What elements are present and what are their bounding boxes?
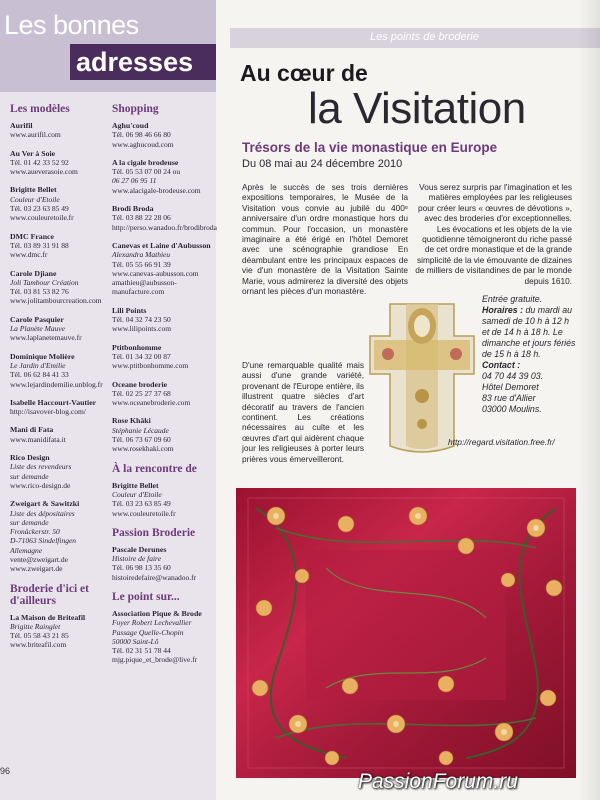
address-entry — [10, 613, 110, 650]
entry-line: Brigitte Rainglet — [10, 621, 61, 631]
entry-line[interactable]: www.couleuretoile.fr — [112, 508, 176, 518]
entry-name: Rico Design — [10, 453, 50, 463]
address-entry — [112, 204, 217, 232]
sidebar-section-heading: Shopping — [112, 103, 159, 115]
article-title: la Visitation — [308, 84, 526, 133]
next-article-strip — [230, 28, 600, 48]
entry-line: Passage Quelle-Chopin — [112, 627, 184, 637]
entry-name: Rose Khâki — [112, 416, 151, 426]
entry-line[interactable]: www.couleuretoile.fr — [10, 213, 74, 223]
entry-line[interactable]: www.rosekhaki.com — [112, 444, 174, 454]
entry-name: A la cigale brodeuse — [112, 157, 179, 167]
entry-line: sur demande — [10, 517, 49, 527]
addresses-sidebar — [0, 0, 216, 800]
entry-line[interactable]: http://perso.wanadoo.fr/brodibroda — [112, 222, 217, 232]
sidebar-section-heading: À la rencontre de — [112, 462, 197, 475]
entry-line: Tél. 03 23 63 85 49 — [10, 204, 69, 214]
entry-line[interactable]: www.lejardindemilie.unblog.fr — [10, 379, 103, 389]
entry-line[interactable]: www.jolitambourcreation.com — [10, 296, 102, 306]
address-entry — [112, 481, 214, 518]
entry-line: Tél. 05 58 43 21 85 — [10, 631, 69, 641]
museum-url[interactable]: http://regard.visitation.free.fr/ — [448, 437, 555, 447]
entry-line[interactable]: mjg.pique_et_brode@live.fr — [112, 655, 198, 665]
entry-line[interactable]: www.alacigale-brodeuse.com — [112, 185, 201, 195]
chasuble-photo — [366, 296, 478, 458]
sidebar-section-heading: Les modèles — [10, 103, 70, 115]
entry-line: La Planète Mauve — [10, 324, 65, 334]
entry-line[interactable]: www.briteafil.com — [10, 640, 67, 650]
embroidered-textile-photo — [236, 488, 576, 778]
watermark: PassionForum.ru — [358, 770, 518, 793]
entry-line[interactable]: amathieu@aubusson-manufacture.com — [112, 278, 177, 297]
practical-info — [482, 294, 578, 415]
entry-line: Allemagne — [10, 545, 43, 555]
entry-line: Couleur d'Etoile — [112, 489, 162, 499]
article-kicker: Au cœur de — [240, 60, 368, 86]
entry-line[interactable]: www.manidifata.it — [10, 434, 66, 444]
address-entry — [112, 545, 214, 582]
entry-line: 06 27 06 95 11 — [112, 176, 157, 186]
entry-line[interactable]: www.ptitbonhomme.com — [112, 361, 189, 371]
address-entry — [10, 425, 110, 444]
entry-line: Liste des revendeurs — [10, 462, 72, 472]
contact-address-1: Hôtel Demoret — [482, 382, 539, 392]
contact-address-3: 03000 Moulins. — [482, 404, 542, 414]
entry-name: Brigitte Bellet — [10, 185, 57, 195]
address-entry — [10, 185, 110, 222]
page-number: 96 — [0, 766, 11, 776]
entry-name: Mani di Fata — [10, 425, 54, 435]
entry-line: Stéphanie Lécaude — [112, 425, 169, 435]
sidebar-header — [0, 0, 216, 92]
entry-name: DMC France — [10, 231, 54, 241]
entry-line: Tél. 06 98 13 35 60 — [112, 563, 171, 573]
entry-line: Tél. 03 23 63 85 49 — [112, 499, 171, 509]
hours-text: du mardi au samedi de 10 h à 12 h et de 14 h à 18 h. Le dimanche et jours fériés de 15 h à 18 h. — [482, 305, 576, 359]
entry-name: Carole Djiane — [10, 268, 57, 278]
entry-line: sur demande — [10, 471, 49, 481]
entry-line: Le Jardin d'Emilie — [10, 360, 66, 370]
entry-line: Tél. 01 34 32 00 87 — [112, 351, 171, 361]
entry-name: Pascale Derunes — [112, 544, 167, 554]
entry-name: Isabelle Haccourt-Vautier — [10, 397, 97, 407]
entry-line[interactable]: www.oceanebroderie.com — [112, 398, 191, 408]
address-entry — [10, 352, 110, 389]
entry-line: Tél. 04 32 74 23 50 — [112, 315, 171, 325]
entry-line[interactable]: histoiredefaire@wanadoo.fr — [112, 572, 197, 582]
article-subtitle: Trésors de la vie monastique en Europe — [242, 140, 498, 155]
entry-line: Tél. 05 53 07 00 24 ou — [112, 167, 181, 177]
entry-line[interactable]: http://isavover-blog.com/ — [10, 407, 86, 417]
address-entry — [10, 453, 110, 490]
address-entry — [10, 315, 110, 343]
entry-line: Tél. 01 42 33 52 92 — [10, 157, 69, 167]
strip-text: Les points de broderie — [370, 31, 479, 43]
entry-line[interactable]: www.lilipoints.com — [112, 324, 172, 334]
address-entry — [112, 343, 214, 371]
entry-line: Histoire de faire — [112, 554, 162, 564]
hours-block — [482, 305, 578, 360]
entry-name: Carole Pasquier — [10, 314, 64, 324]
entry-line: Liste des dépositaires — [10, 508, 75, 518]
sidebar-section-heading: Le point sur... — [112, 590, 180, 603]
entry-line[interactable]: www.laplanetemauve.fr — [10, 333, 82, 343]
entry-line: Tél. 06 98 46 66 80 — [112, 130, 171, 140]
entry-name: Aurifil — [10, 121, 33, 130]
entry-line: Alexandra Mathieu — [112, 250, 171, 260]
contact-label: Contact : — [482, 360, 521, 370]
entry-line[interactable]: www.zweigart.de — [10, 564, 63, 574]
entry-name: Au Ver à Soie — [10, 148, 56, 158]
address-entry — [112, 158, 214, 195]
article-paragraph-2: Vous serez surpris par l'imagination et les matières employées par les religieuses pour créer leurs « œuvres de dévotions », avec des broderies d'or exceptionnelles. Les évocations et les objets de la vie quotidienne témoigneront du riche passé de cet ordre monastique et de la grande simplicité de la vie émouvante de dizaines de milliers de visitandines de par le monde depuis 1610. — [415, 182, 572, 286]
entry-line: Couleur d'Etoile — [10, 194, 60, 204]
address-entry — [112, 121, 214, 149]
hours-label: Horaires : — [482, 305, 524, 315]
article-paragraph-1: Après le succès de ses trois dernières expositions temporaires, le Musée de la Visitation vous convie au jubilé du 400ᵉ anniversaire d'un ordre monastique hors du commun. Pour l'occasion, un monastère imaginaire a été érigé en l'hôtel Demoret avec une scénographie grandiose En déambulant entre les principaux espaces de vie d'un monastère de la Visitation Sainte Marie, vous admirerez la diversité des objets ornant les pièces d'un monastère. — [242, 182, 408, 297]
entry-line: Tél. 03 81 53 82 76 — [10, 287, 69, 297]
entry-line[interactable]: www.aghucoud.com — [112, 139, 174, 149]
entry-name: Dominique Molière — [10, 351, 75, 361]
entry-name: Lili Points — [112, 305, 147, 315]
entry-line[interactable]: www.aueverasoie.com — [10, 167, 78, 177]
sidebar-section-heading: Broderie d'ici et d'ailleurs — [10, 582, 89, 607]
address-entry — [112, 609, 214, 665]
entry-name: Association Pique & Brode — [112, 608, 202, 618]
address-entry — [10, 121, 110, 140]
address-entry — [10, 499, 110, 573]
entry-name: Zweigart & Sawitzki — [10, 499, 80, 509]
entry-line[interactable]: www.dmc.fr — [10, 250, 48, 260]
entry-line: Joli Tambour Création — [10, 277, 79, 287]
address-entry — [112, 241, 214, 297]
entry-name: Canevas et Laine d'Aubusson — [112, 240, 211, 250]
sidebar-section-heading: Passion Broderie — [112, 526, 196, 539]
entry-name: Brodi Broda — [112, 204, 154, 214]
entry-line[interactable]: www.canevas-aubusson.com — [112, 268, 199, 278]
entry-line: Tél. 02 31 51 78 44 — [112, 646, 171, 656]
entry-line: Fronäckerstr. 50 — [10, 527, 60, 537]
entry-line: 50000 Saint-Lô — [112, 636, 159, 646]
entry-line: Tél. 05 55 66 91 39 — [112, 259, 171, 269]
entry-line: Tél. 03 88 22 28 06 — [112, 213, 171, 223]
entry-name: Ptitbonhomme — [112, 342, 162, 352]
entry-line: Tél. 06 73 67 09 60 — [112, 435, 171, 445]
entry-name: Brigitte Bellet — [112, 480, 159, 490]
address-entry — [10, 398, 110, 417]
address-entry — [112, 380, 214, 408]
contact-address-2: 83 rue d'Allier — [482, 393, 536, 403]
entry-name: La Maison de Briteafil — [10, 612, 86, 622]
entry-line: Foyer Robert Lechevallier — [112, 618, 192, 628]
exhibition-dates: Du 08 mai au 24 décembre 2010 — [242, 158, 403, 170]
entry-line: Tél. 02 25 27 37 68 — [112, 388, 171, 398]
article-paragraph-3: D'une remarquable qualité mais aussi d'une grande variété, provenant de l'Europe entière, ils illustrent quatre siècles d'art décoratif au travers de l'ancien continent. Les créations nécessaires au culte et les œuvres d'art qui aidèrent chaque jour les religieuses à porter leurs prières vous émerveilleront. — [242, 360, 364, 464]
address-column-2 — [112, 100, 217, 674]
page-gutter-shadow — [578, 0, 600, 800]
address-column-1 — [10, 100, 110, 659]
address-entry — [10, 269, 110, 306]
entry-name: Oceane broderie — [112, 379, 168, 389]
sidebar-title-line1: Les bonnes — [4, 10, 139, 40]
entry-name: Aghu'coud — [112, 121, 149, 130]
sidebar-title-line2: adresses — [70, 44, 216, 80]
address-entry — [10, 232, 110, 260]
entry-line: D-71063 Sindelfingen — [10, 536, 77, 546]
entry-fee: Entrée gratuite. — [482, 294, 543, 304]
address-entry — [10, 149, 110, 177]
address-entry — [112, 306, 214, 334]
entry-line: Tél. 06 62 84 41 33 — [10, 370, 69, 380]
entry-line: Tél. 03 89 31 91 88 — [10, 240, 69, 250]
address-entry — [112, 416, 214, 453]
contact-phone: 04 70 44 39 03. — [482, 371, 544, 381]
entry-line[interactable]: www.aurifil.com — [10, 130, 61, 140]
entry-line[interactable]: vente@zweigart.de — [10, 554, 68, 564]
entry-line[interactable]: www.rico-design.de — [10, 480, 71, 490]
